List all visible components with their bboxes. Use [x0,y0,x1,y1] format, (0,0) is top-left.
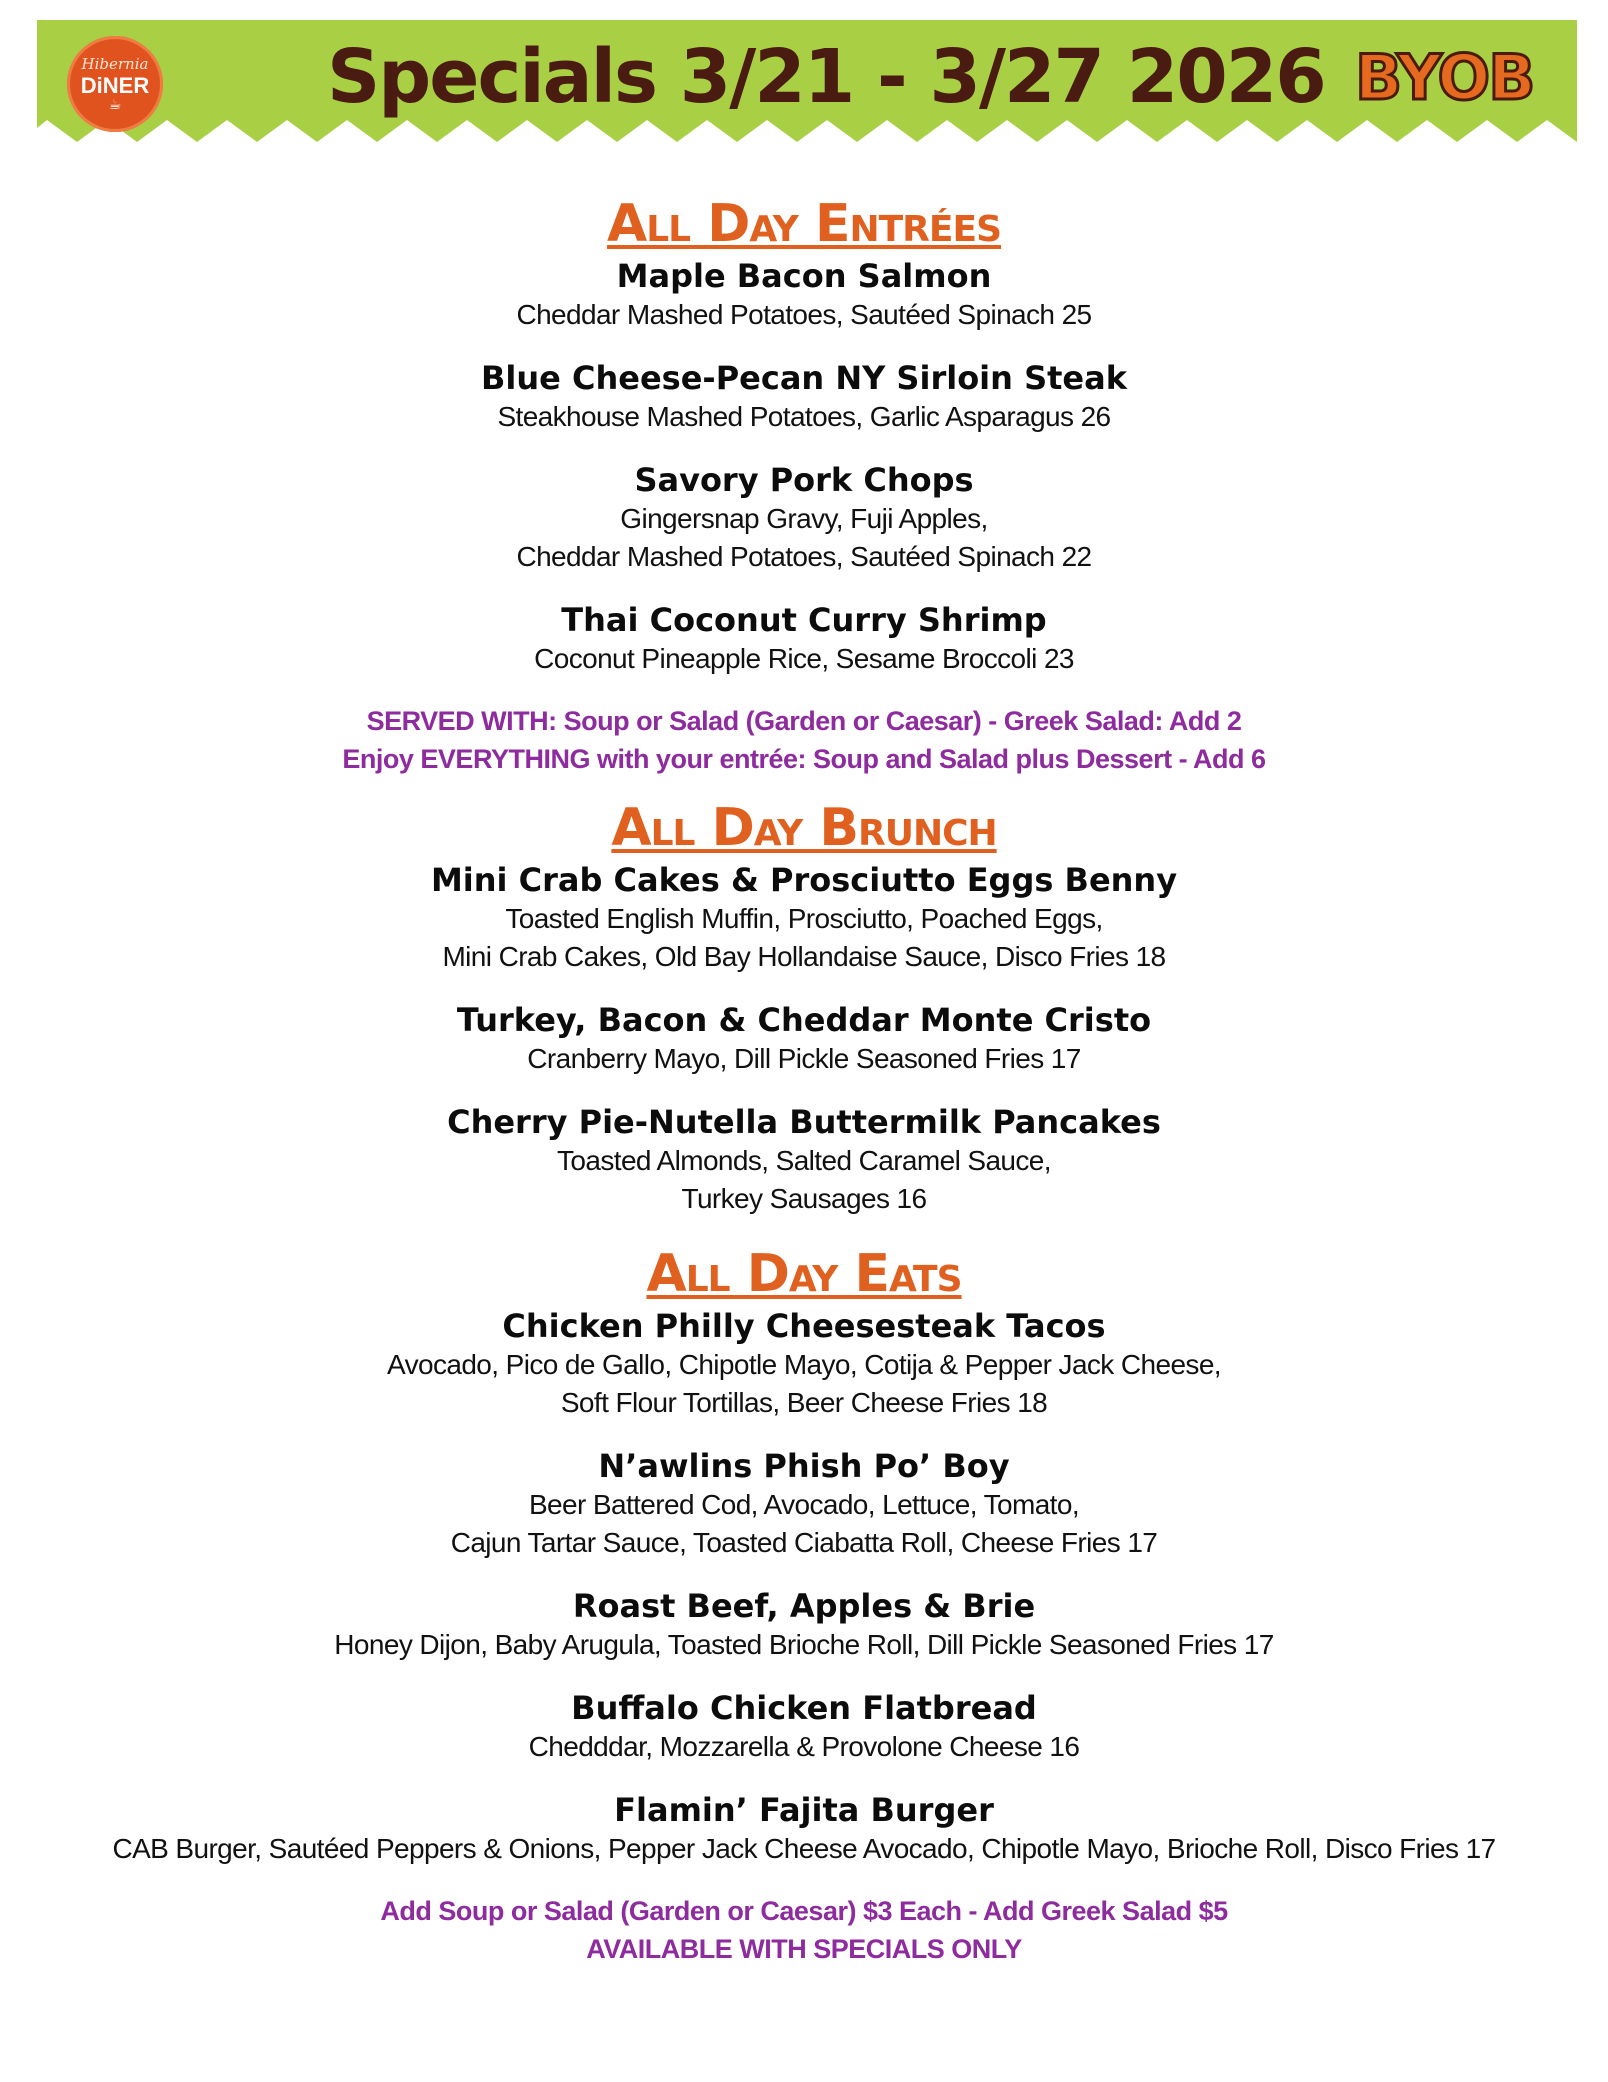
menu-item [0,1586,1608,1664]
menu-item-name: Buffalo Chicken Flatbread [571,1689,1037,1727]
menu-item-description: Steakhouse Mashed Potatoes, Garlic Asparagus 26 [497,401,1111,432]
menu-item-description: Honey Dijon, Baby Arugula, Toasted Brioche Roll, Dill Pickle Seasoned Fries 17 [334,1629,1274,1660]
menu-item [0,256,1608,334]
section-all-day-eats [0,1242,1608,1968]
note-line: Enjoy EVERYTHING with your entrée: Soup and Salad plus Dessert - Add 6 [342,744,1266,774]
page-title: Specials 3/21 - 3/27 2026 [327,34,1325,120]
menu-item [0,358,1608,436]
diner-logo [67,36,163,132]
menu-item-name: Roast Beef, Apples & Brie [572,1587,1036,1625]
section-title: All Day Eats [646,1244,962,1304]
note-line: Add Soup or Salad (Garden or Caesar) $3 Each - Add Greek Salad $5 [380,1896,1228,1926]
menu-item [0,1306,1608,1422]
note-line: SERVED WITH: Soup or Salad (Garden or Caesar) - Greek Salad: Add 2 [366,706,1242,736]
menu-item [0,1790,1608,1868]
logo-word-text: DiNER [80,73,150,98]
menu-item-name: Maple Bacon Salmon [616,257,992,295]
section-title: All Day Entrées [606,194,1002,254]
menu-item [0,600,1608,678]
section-notes [0,1892,1608,1968]
menu-item-name: N’awlins Phish Po’ Boy [598,1447,1010,1485]
menu-item [0,860,1608,976]
menu-item-name: Chicken Philly Cheesesteak Tacos [502,1307,1106,1345]
menu-item [0,460,1608,576]
menu-item-description: Toasted Almonds, Salted Caramel Sauce, Turkey Sausages 16 [557,1145,1051,1214]
coffee-cup-icon: ☕ [108,97,122,113]
menu-item-description: Gingersnap Gravy, Fuji Apples, Cheddar Mashed Potatoes, Sautéed Spinach 22 [516,503,1092,572]
menu-item-name: Flamin’ Fajita Burger [614,1791,994,1829]
menu-item-description: Avocado, Pico de Gallo, Chipotle Mayo, Cotija & Pepper Jack Cheese, Soft Flour Tortillas, Beer Cheese Fries 18 [387,1349,1221,1418]
menu-item-name: Savory Pork Chops [634,461,974,499]
note-line: AVAILABLE WITH SPECIALS ONLY [586,1934,1022,1964]
menu-item [0,1102,1608,1218]
menu-content [0,192,1608,1986]
menu-item [0,1688,1608,1766]
menu-item-description: Chedddar, Mozzarella & Provolone Cheese 16 [528,1731,1080,1762]
menu-item [0,1000,1608,1078]
menu-item-name: Turkey, Bacon & Cheddar Monte Cristo [456,1001,1152,1039]
menu-item-description: CAB Burger, Sautéed Peppers & Onions, Pepper Jack Cheese Avocado, Chipotle Mayo, Brioche Roll, Disco Fries 17 [112,1833,1496,1864]
menu-item-description: Cheddar Mashed Potatoes, Sautéed Spinach 25 [516,299,1092,330]
menu-item-name: Mini Crab Cakes & Prosciutto Eggs Benny [430,861,1178,899]
header-banner [37,20,1577,152]
menu-item [0,1446,1608,1562]
section-all-day-entrees [0,192,1608,778]
menu-item-description: Toasted English Muffin, Prosciutto, Poached Eggs, Mini Crab Cakes, Old Bay Hollandaise Sauce, Disco Fries 18 [442,903,1166,972]
menu-item-name: Cherry Pie-Nutella Buttermilk Pancakes [447,1103,1161,1141]
menu-item-description: Coconut Pineapple Rice, Sesame Broccoli 23 [534,643,1074,674]
logo-script-text: Hibernia [81,55,149,73]
section-all-day-brunch [0,796,1608,1218]
section-notes [0,702,1608,778]
menu-item-description: Cranberry Mayo, Dill Pickle Seasoned Fries 17 [527,1043,1081,1074]
menu-item-name: Blue Cheese-Pecan NY Sirloin Steak [481,359,1127,397]
menu-item-description: Beer Battered Cod, Avocado, Lettuce, Tomato, Cajun Tartar Sauce, Toasted Ciabatta Roll, Cheese Fries 17 [450,1489,1158,1558]
byob-badge: BYOB [1355,41,1534,114]
menu-item-name: Thai Coconut Curry Shrimp [561,601,1047,639]
section-title: All Day Brunch [611,798,997,858]
